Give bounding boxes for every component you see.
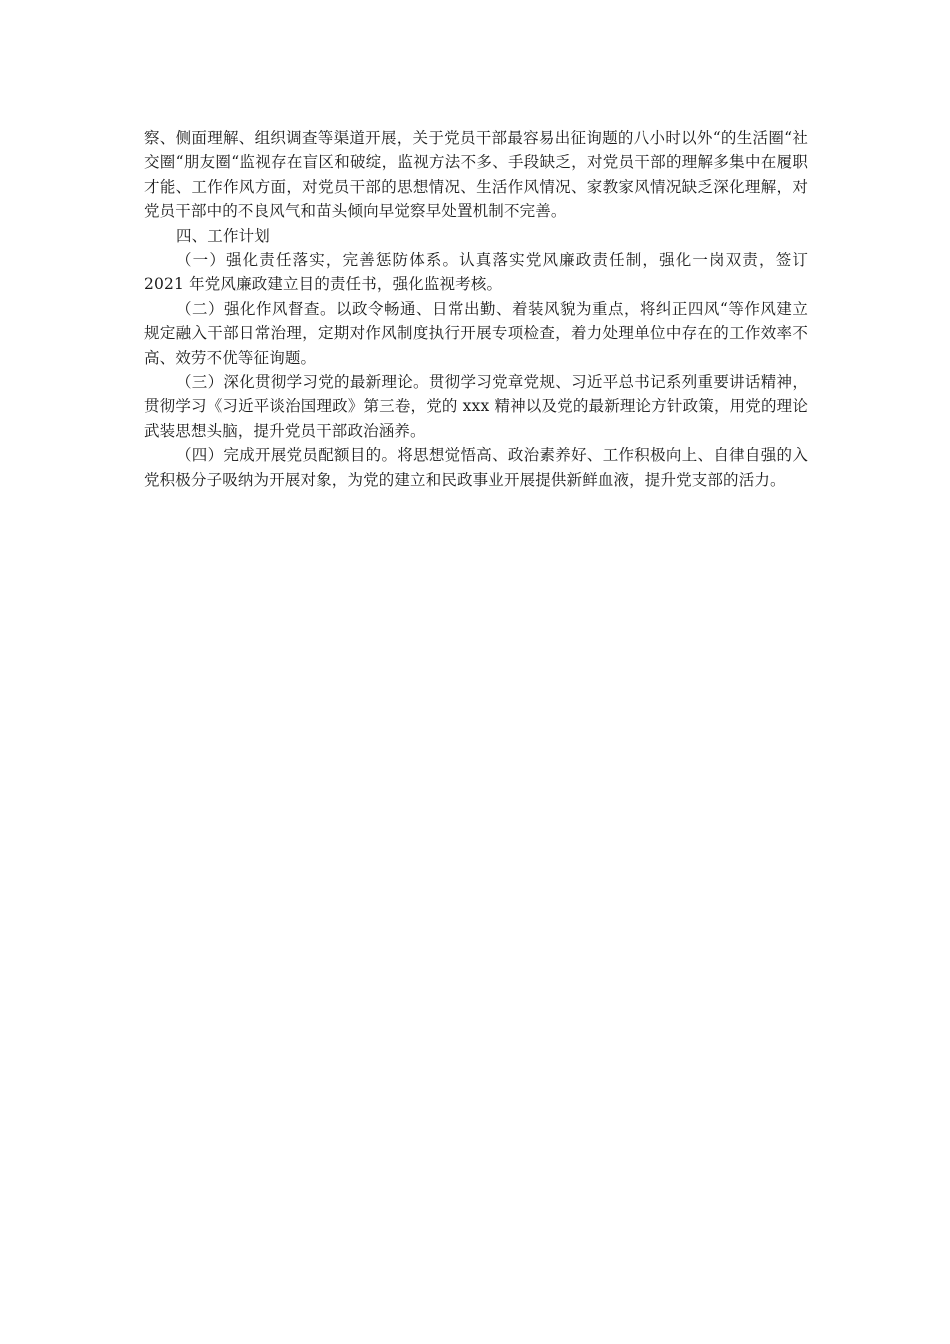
- document-body: [144, 126, 808, 492]
- plan-item-1: （一）强化责任落实，完善惩防体系。认真落实党风廉政责任制，强化一岗双责，签订 2021 年党风廉政建立目的责任书，强化监视考核。: [144, 251, 808, 294]
- paragraph-continued: 察、侧面理解、组织调查等渠道开展，关于党员干部最容易出征询题的八小时以外“的生活圈“社交圈“朋友圈“监视存在盲区和破绽，监视方法不多、手段缺乏，对党员干部的理解多集中在履职才能、工作作风方面，对党员干部的思想情况、生活作风情况、家教家风情况缺乏深化理解，对党员干部中的不良风气和苗头倾向早觉察早处置机制不完善。: [144, 129, 808, 221]
- plan-item-4: （四）完成开展党员配额目的。将思想觉悟高、政治素养好、工作积极向上、自律自强的入党积极分子吸纳为开展对象，为党的建立和民政事业开展提供新鲜血液，提升党支部的活力。: [144, 446, 808, 489]
- plan-item-2: （二）强化作风督查。以政令畅通、日常出勤、着装风貌为重点，将纠正四风“等作风建立规定融入干部日常治理，定期对作风制度执行开展专项检查，着力处理单位中存在的工作效率不高、效劳不优等征询题。: [144, 299, 808, 367]
- plan-item-3: （三）深化贯彻学习党的最新理论。贯彻学习党章党规、习近平总书记系列重要讲话精神，贯彻学习《习近平谈治国理政》第三卷，党的 xxx 精神以及党的最新理论方针政策，用党的理论武装思想头脑，提升党员干部政治涵养。: [144, 373, 808, 440]
- section-heading-work-plan: 四、工作计划: [176, 226, 270, 245]
